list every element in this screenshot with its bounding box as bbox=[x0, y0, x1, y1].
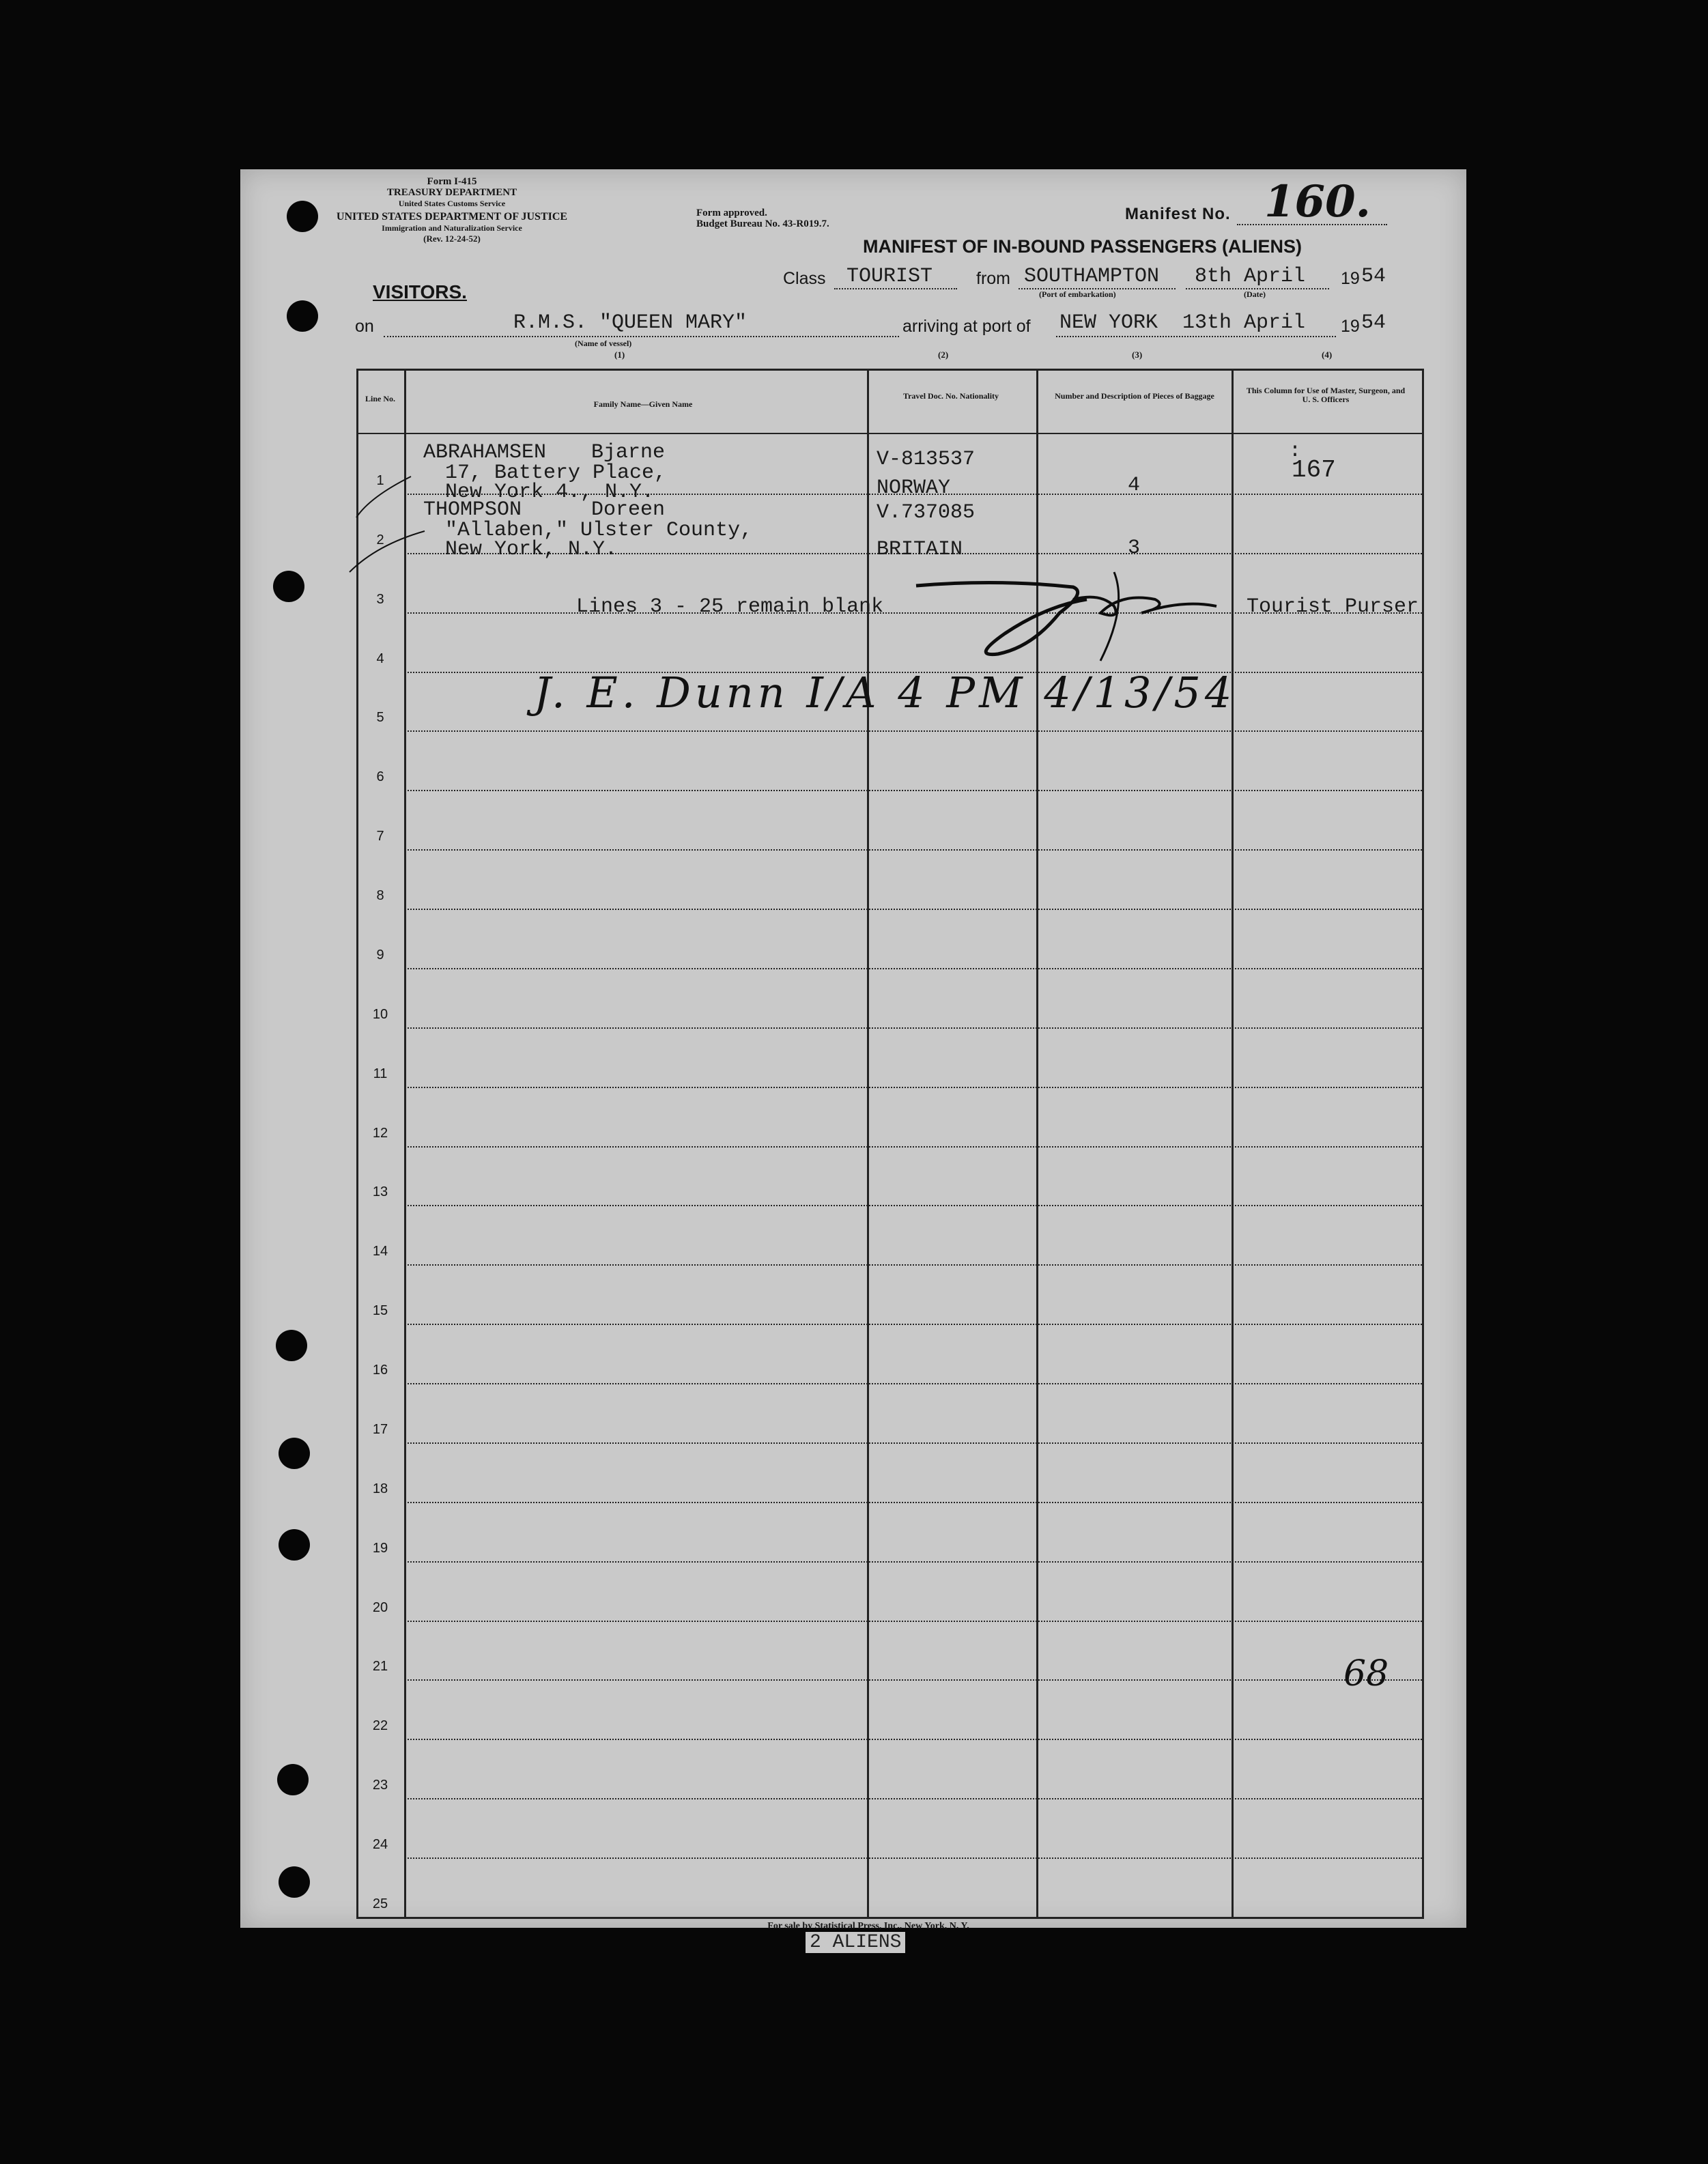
entry-2-nationality: BRITAIN bbox=[877, 538, 963, 561]
row-rule bbox=[404, 1857, 1422, 1859]
class-value: TOURIST bbox=[846, 265, 933, 288]
entry-1-baggage: 4 bbox=[1128, 474, 1141, 497]
line-number: 14 bbox=[372, 1244, 388, 1259]
entry-1-given-name: Bjarne bbox=[591, 441, 666, 464]
arrival-port: NEW YORK bbox=[1059, 311, 1158, 334]
from-label: from bbox=[976, 269, 1010, 288]
entry-1-family-name: ABRAHAMSEN bbox=[423, 441, 547, 464]
class-label: Class bbox=[783, 269, 826, 288]
revision-date: (Rev. 12-24-52) bbox=[423, 233, 481, 244]
row-rule bbox=[404, 849, 1422, 851]
entry-1-travel-doc: V-813537 bbox=[877, 448, 976, 471]
row-rule bbox=[404, 730, 1422, 732]
row-rule bbox=[404, 790, 1422, 791]
entry-2-address-line-1: "Allaben," Ulster County, bbox=[445, 519, 753, 542]
binder-hole bbox=[279, 1866, 310, 1898]
justice-department: UNITED STATES DEPARTMENT OF JUSTICE bbox=[336, 211, 568, 223]
binder-hole bbox=[276, 1330, 307, 1361]
line-number: 9 bbox=[376, 948, 384, 963]
line-number: 20 bbox=[372, 1600, 388, 1615]
budget-bureau: Budget Bureau No. 43-R019.7. bbox=[696, 218, 829, 229]
customs-service: United States Customs Service bbox=[398, 199, 506, 208]
line-number: 4 bbox=[376, 651, 384, 666]
row-rule bbox=[404, 1324, 1422, 1325]
vessel-caption: (Name of vessel) bbox=[575, 339, 632, 348]
entry-2-baggage: 3 bbox=[1128, 537, 1141, 560]
departure-date: 8th April bbox=[1195, 265, 1306, 288]
entry-1-nationality: NORWAY bbox=[877, 476, 951, 500]
line-number: 10 bbox=[372, 1007, 388, 1022]
check-marks bbox=[329, 456, 466, 579]
col-index-2: (2) bbox=[938, 350, 949, 360]
binder-hole bbox=[279, 1438, 310, 1469]
line-number: 3 bbox=[376, 592, 384, 607]
col-header-baggage: Number and Description of Pieces of Baggage bbox=[1055, 391, 1214, 401]
line-number: 19 bbox=[372, 1541, 388, 1556]
visitors-label: VISITORS. bbox=[373, 281, 467, 302]
row-rule bbox=[404, 909, 1422, 910]
row-rule bbox=[404, 1205, 1422, 1206]
line-number: 15 bbox=[372, 1303, 388, 1318]
entry-1-officer-note: 167 bbox=[1292, 456, 1336, 484]
manifest-page bbox=[240, 169, 1466, 1931]
vessel-name: R.M.S. "QUEEN MARY" bbox=[513, 311, 748, 334]
col-index-3: (3) bbox=[1132, 350, 1143, 360]
line-number: 17 bbox=[372, 1422, 388, 1437]
entry-2-address-line-2: New York, N.Y. bbox=[445, 538, 618, 561]
aliens-count: 2 ALIENS bbox=[806, 1932, 905, 1953]
year-label: 19 bbox=[1341, 269, 1360, 288]
row-rule bbox=[404, 1739, 1422, 1740]
treasury-department: TREASURY DEPARTMENT bbox=[386, 187, 517, 198]
binder-hole bbox=[277, 1764, 309, 1795]
immigration-service: Immigration and Naturalization Service bbox=[382, 223, 522, 233]
col-index-1: (1) bbox=[614, 350, 625, 360]
colon-mark: : bbox=[1289, 440, 1302, 463]
line-number: 1 bbox=[376, 473, 384, 488]
manifest-number: 160. bbox=[1264, 176, 1371, 227]
line-number: 18 bbox=[372, 1481, 388, 1496]
row-rule bbox=[404, 1502, 1422, 1503]
row-rule bbox=[404, 1621, 1422, 1622]
port-embarkation-caption: (Port of embarkation) bbox=[1039, 289, 1116, 299]
arriving-label: arriving at port of bbox=[902, 317, 1031, 336]
row-rule bbox=[404, 1027, 1422, 1029]
date-caption: (Date) bbox=[1244, 289, 1266, 299]
on-label: on bbox=[355, 317, 374, 336]
entry-2-travel-doc: V.737085 bbox=[877, 501, 976, 524]
row-rule bbox=[404, 1264, 1422, 1266]
purser-signature bbox=[896, 552, 1237, 668]
manifest-title: MANIFEST OF IN-BOUND PASSENGERS (ALIENS) bbox=[863, 236, 1303, 257]
tourist-purser-label: Tourist Purser bbox=[1247, 595, 1419, 618]
row-rule bbox=[404, 1798, 1422, 1799]
arrival-year-label: 19 bbox=[1341, 317, 1360, 336]
form-approved: Form approved. bbox=[696, 208, 767, 218]
year-value: 54 bbox=[1361, 265, 1386, 288]
line-number: 5 bbox=[376, 710, 384, 725]
line-number: 13 bbox=[372, 1184, 388, 1199]
row-rule bbox=[404, 1087, 1422, 1088]
line-number: 21 bbox=[372, 1659, 388, 1674]
line-number: 7 bbox=[376, 829, 384, 844]
line-number: 8 bbox=[376, 888, 384, 903]
row-rule bbox=[404, 1561, 1422, 1563]
entry-2-given-name: Doreen bbox=[591, 498, 666, 522]
row-rule bbox=[404, 968, 1422, 969]
col-index-4: (4) bbox=[1322, 350, 1333, 360]
binder-hole bbox=[273, 571, 304, 602]
manifest-no-label: Manifest No. bbox=[1125, 205, 1231, 223]
remain-blank-note: Lines 3 - 25 remain blank bbox=[576, 595, 884, 618]
line-number: 23 bbox=[372, 1778, 388, 1793]
line-number: 22 bbox=[372, 1718, 388, 1733]
form-number: Form I-415 bbox=[427, 176, 477, 187]
binder-hole bbox=[287, 201, 318, 232]
col-header-line-no: Line No. bbox=[365, 394, 395, 403]
line-number: 25 bbox=[372, 1896, 388, 1911]
line-number: 6 bbox=[376, 769, 384, 784]
line-number: 11 bbox=[373, 1066, 388, 1081]
from-port: SOUTHAMPTON bbox=[1024, 265, 1160, 288]
line-number: 12 bbox=[372, 1126, 388, 1141]
line-number: 16 bbox=[372, 1363, 388, 1378]
entry-1-address-line-1: 17, Battery Place, bbox=[445, 461, 667, 485]
binder-hole bbox=[279, 1529, 310, 1561]
arrival-year-value: 54 bbox=[1361, 311, 1386, 334]
margin-number: 68 bbox=[1343, 1653, 1389, 1694]
printer-credit: For sale by Statistical Press, Inc., New York, N. Y. bbox=[767, 1921, 969, 1931]
line-number: 24 bbox=[372, 1837, 388, 1852]
binder-hole bbox=[287, 300, 318, 332]
row-rule bbox=[404, 1383, 1422, 1384]
entry-1-address-line-2: New York 4., N.Y. bbox=[445, 481, 655, 504]
entry-2-family-name: THOMPSON bbox=[423, 498, 522, 522]
arrival-date: 13th April bbox=[1182, 311, 1306, 334]
line-number: 2 bbox=[376, 532, 384, 547]
col-header-name: Family Name—Given Name bbox=[593, 399, 693, 409]
row-rule bbox=[404, 1442, 1422, 1444]
row-rule bbox=[404, 1146, 1422, 1148]
col-header-officers: This Column for Use of Master, Surgeon, and U. S. Officers bbox=[1246, 386, 1406, 404]
inspector-note: J. E. Dunn I/A 4 PM 4/13/54 bbox=[534, 668, 1236, 717]
col-header-travel-doc: Travel Doc. No. Nationality bbox=[902, 391, 999, 401]
row-rule bbox=[404, 1679, 1422, 1681]
